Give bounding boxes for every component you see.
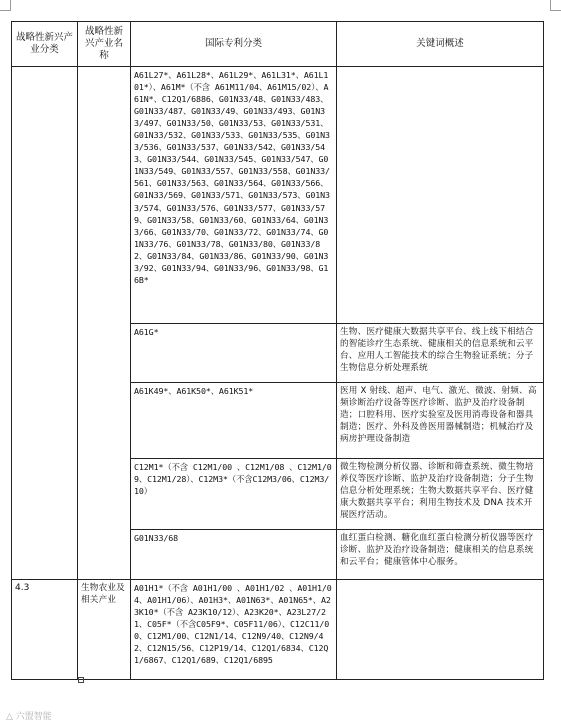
- page-corner-mark: [550, 0, 561, 11]
- ipc-cell: A61K49*、A61K50*、A61K51*: [131, 383, 337, 459]
- table-header-row: [12, 22, 544, 67]
- page-corner-mark: [0, 0, 11, 11]
- header-keywords: 关键词概述: [337, 22, 544, 67]
- keyword-cell: 生物、医疗健康大数据共享平台、线上线下相结合的智能诊疗生态系统、健康相关的信息系统和云平台、应用人工智能技术的综合生物验证系统；分子生物信息分析处理系统: [337, 324, 544, 383]
- watermark-text: △ 六盟智能: [6, 712, 52, 722]
- ipc-cell: G01N33/68: [131, 530, 337, 580]
- keyword-cell: [337, 580, 544, 680]
- keyword-cell: 医用 X 射线、超声、电气、激光、微波、射频、高频诊断治疗设备等医疗诊断、监护及治疗设备制造；口腔科用、医疗实验室及医用消毒设备和器具制造；医疗、外科及兽医用器械制造；机械治疗及病房护理设备制造: [337, 383, 544, 459]
- header-ipc: 国际专利分类: [131, 22, 337, 67]
- keyword-cell: 血红蛋白检测、糖化血红蛋白检测分析仪器等医疗诊断、监护及治疗设备制造；健康相关的信息系统和云平台；健康管体中心服务。: [337, 530, 544, 580]
- keyword-cell: 微生物检测分析仪器、诊断和筛查系统、微生物培养仪等医疗诊断、监护及治疗设备制造；分子生物信息分析处理系统；生物大数据共享平台、医疗健康大数据共享平台；利用生物技术及 DNA 技术开展医疗活动。: [337, 459, 544, 530]
- keyword-cell: [337, 67, 544, 324]
- ipc-cell: A61G*: [131, 324, 337, 383]
- table-row: [12, 580, 544, 680]
- classification-table: [11, 21, 544, 680]
- ipc-cell: A61L27*、A61L28*、A61L29*、A61L31*、A61L101*）、A61M*（不含 A61M11/04、A61M15/02）、A61N*、C12Q1/6886、G01N33/48、G01N33/483、G01N33/487、G01N33/49、G01N33/493、G01N33/497、G01N33/50、G01N33/53、G01N33/531、G01N33/532、G01N33/533、G01N33/535、G01N33/536、G01N33/537、G01N33/542、G01N33/543、G01N33/544、G01N33/545、G01N33/547、G01N33/549、G01N33/557、G01N33/558、G01N33/561、G01N33/563、G01N33/564、G01N33/566、G01N33/569、G01N33/571、G01N33/573、G01N33/574、G01N33/576、G01N33/577、G01N33/579、G01N33/58、G01N33/60、G01N33/64、G01N33/66、G01N33/70、G01N33/72、G01N33/74、G01N33/76、G01N33/78、G01N33/80、G01N33/82、G01N33/84、G01N33/86、G01N33/90、G01N33/92、G01N33/94、G01N33/96、G01N33/98、G16B*: [131, 67, 337, 324]
- ipc-cell: C12M1*（不含 C12M1/00 、C12M1/08 、C12M1/09、C12M1/28）、C12M3*（不含C12M3/06、C12M3/10）: [131, 459, 337, 530]
- header-industry-name: 战略性新兴产业名称: [78, 22, 131, 67]
- table-row: [12, 67, 544, 324]
- industry-name-cell: 生物农业及相关产业: [78, 580, 131, 680]
- header-industry-category: 战略性新兴产业分类: [12, 22, 78, 67]
- industry-code-cell: 4.3: [12, 580, 78, 680]
- paragraph-end-mark: [78, 677, 84, 683]
- industry-name-cell: [78, 67, 131, 580]
- ipc-cell: A01H1*（不含 A01H1/00 、A01H1/02 、A01H1/04、A01H1/06）、A01H3*、A01N63*、A01N65*、A23K10*（不含 A23K10/12）、A23K20*、A23L27/21、C05F*（不含C05F9*、C05F11/06）、C12C11/00、C12M1/00、C12N1/14、C12N9/40、C12N9/42、C12N15/56、C12P19/14、C12Q1/6834、C12Q1/6867、C12Q1/689、C12Q1/6895: [131, 580, 337, 680]
- industry-code-cell: [12, 67, 78, 580]
